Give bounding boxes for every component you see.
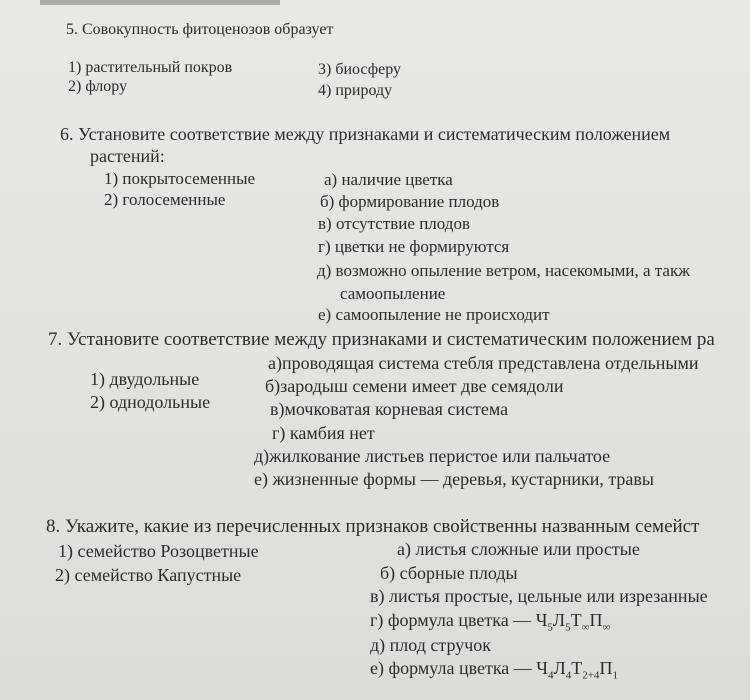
q7-right-d: д)жилкование листьев перистое или пальчатое: [254, 446, 611, 466]
q7-right-b: б)зародыш семени имеет две семядоли: [265, 376, 564, 396]
q8-left-2: 2) семейство Капустные: [55, 565, 242, 585]
q6-right-e: е) самоопыление не происходит: [318, 305, 550, 324]
q6-title-line2: растений:: [90, 146, 165, 166]
q6-right-a: а) наличие цветка: [324, 170, 453, 189]
q5-option-2: 2) флору: [68, 78, 128, 95]
q6-right-d-cont: самоопыление: [340, 284, 446, 303]
q6-right-d: д) возможно опыление ветром, насекомыми, а такж: [317, 261, 690, 280]
q7-right-a: а)проводящая система стебля представлена отдельными: [268, 353, 699, 373]
q7-title: 7. Установите соответствие между признаками и систематическим положением ра: [48, 329, 715, 350]
q8-right-e: [370, 659, 618, 682]
q8-right-v: в) листья простые, цельные или изрезанные: [370, 586, 708, 606]
q8-right-g: [370, 611, 610, 634]
q6-right-g: г) цветки не формируются: [318, 237, 510, 256]
q6-title: 6. Установите соответствие между признаками и систематическим положением: [60, 124, 671, 144]
q5-option-3: 3) биосферу: [318, 61, 401, 78]
q8-e-prefix: е) формула цветка —: [370, 658, 537, 678]
q8-right-b: б) сборные плоды: [380, 563, 518, 583]
q8-g-prefix: г) формула цветка —: [370, 610, 536, 630]
q7-left-1: 1) двудольные: [90, 369, 200, 389]
q8-left-1: 1) семейство Розоцветные: [58, 541, 259, 561]
q7-left-2: 2) однодольные: [90, 392, 211, 412]
q5-option-1: 1) растительный покров: [68, 59, 233, 76]
q5-option-4: 4) природу: [318, 82, 393, 99]
q5-title: 5. Совокупность фитоценозов образует: [66, 21, 334, 38]
q6-left-1: 1) покрытосеменные: [104, 169, 256, 188]
q6-right-b: б) формирование плодов: [320, 192, 500, 211]
q6-right-v: в) отсутствие плодов: [318, 214, 470, 233]
q6-left-2: 2) голосеменные: [104, 190, 226, 209]
q8-title: 8. Укажите, какие из перечисленных признаков свойственны названным семейст: [46, 516, 700, 537]
q7-right-g: г) камбия нет: [272, 423, 375, 443]
q8-e-formula: $Ч_4Л_4Т_{2+4}П_1$: [536, 658, 618, 682]
top-edge-remnant: [40, 0, 280, 5]
q7-right-e: е) жизненные формы — деревья, кустарники, травы: [254, 469, 654, 489]
q8-right-a: а) листья сложные или простые: [397, 539, 640, 559]
q7-right-v: в)мочковатая корневая система: [270, 399, 509, 419]
q8-g-formula: $Ч_5Л_5Т_\infty П_\infty$: [535, 610, 611, 634]
q8-right-d: д) плод стручок: [370, 635, 492, 655]
